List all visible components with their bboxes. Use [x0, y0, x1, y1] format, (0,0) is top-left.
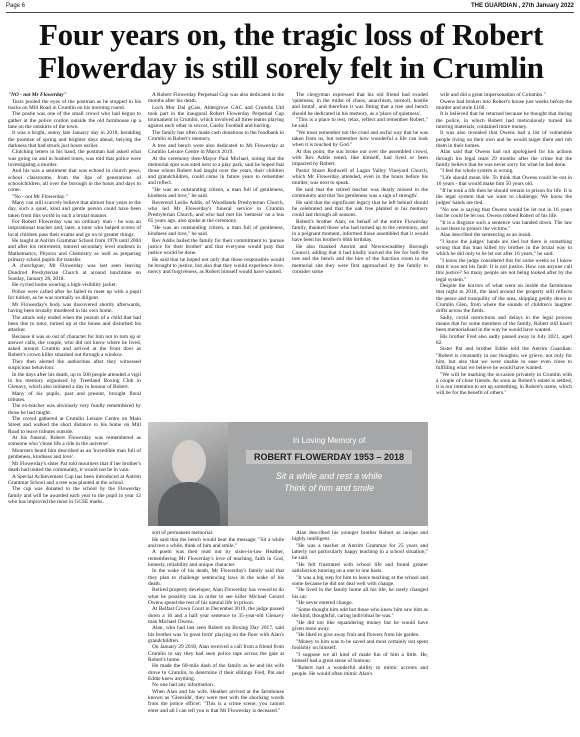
article-paragraph: "He felt frustrated with school life and found greater satisfaction tutoring on a one to one basis. [292, 561, 428, 574]
article-paragraph: For Robert Flowerday was no ordinary man - he was an inspirational teacher and, later, a tutor who helped scores of local children pass their exams and go on to greater things. [8, 219, 141, 238]
article-paragraph: The family has often made cash donations to the foodbank in Crumlin in Robert's memory. [148, 130, 284, 143]
article-paragraph: "Money to him was to be saved and most certainly not spent foolishly on himself. [292, 638, 428, 652]
article-paragraph: Alan described the sentencing as an insult. [440, 232, 532, 239]
article-paragraph: A churchgoer, Mr Flowerday was last seen leaving Dundrod Presbyterian Church at around lunchtime on Sunday, January 28, 2018. [8, 263, 141, 282]
article-paragraph: "He was an outstanding citizen, a man full of gentleness, kindness and love," he said. [148, 225, 284, 238]
article-paragraph: "He was a teacher at Antrim Grammar for 25 years and latterly not particularly happy teaching in a school situation," he said. [292, 542, 428, 562]
article-paragraph: "I know the judge considered this for some weeks so I know that it was not his fault. It is not justice. How can anyone call this justice? So many people are not being looked after by the legal system." [436, 257, 572, 283]
article-paragraph: wife and did a great impersonation of Columbo." [440, 92, 546, 98]
article-paragraph: At the ceremony then-Mayor Paul Michael, noting that the memorial spot was sited next to a play park, said he hoped that those whom Robert had taught over the years, their children and grandchildren, could come in future years to remember and reflect. [148, 155, 284, 187]
article-paragraph: "I know the judges' hands are tied but there is something wrong that this man killed my brother in the brutal way in which he did only to be let out after 16 years," he said. [436, 238, 572, 258]
memorial-name: ROBERT FLOWERDAY 1953 – 2018 [246, 450, 412, 464]
article-paragraph: The ex-teacher was obviously very fondly remembered by those he had taught. [8, 403, 141, 416]
article-paragraph: "We will be marking the occasion privately in Crumlin with a couple of close friends. As soon as Robert's estate is settled, it is our intention to set up something, in Robert's name, which will be for the benefit of others." [436, 371, 572, 397]
article-paragraph: sort of permanent memorial. [152, 530, 214, 536]
article-paragraph: "Some thought him odd but those who knew him saw him as the kind, thoughtful, caring individual he was." [292, 606, 428, 619]
article-paragraph: The crowd gathered at Crumlin Leisure Centre on Main Street and walked the short distance to his home on Mill Road to leave tributes outside. [8, 416, 141, 435]
article-paragraph: Many can still scarcely believe that almost four years to the day, such a quiet, kind and gentle person could have been taken from this world in such a brutal manner. [8, 200, 141, 219]
article-paragraph: Sadly, covid restrictions and delays in the legal process means that for some members of the family, Robert still hasn't been memorialised in the way he would have wanted. [436, 314, 572, 333]
article-paragraph: "He did not like squandering money but he would have given more away. [292, 619, 428, 632]
column-3-lower-paragraphs [292, 530, 428, 677]
article-paragraph: He said that the bench would bear the message: "Sit a while and rest a while, think of him and smile." [148, 536, 284, 549]
article-paragraph: Retired property developer, Alan Flowerday has vowed to do what he possibly can in order to see killer Michael Gerard Owens spend the rest of his natural life in prison. [148, 587, 284, 606]
article-paragraph: He taught at Antrim Grammar School from 1978 until 2004 and after his retirement, tutored secondary level students in Mathematics, Physics and Chemistry as well as preparing primary school pupils for transfer. [8, 238, 141, 263]
article-paragraph: Alan said that Owens had not apologised for his actions through his legal team 29 months after the crime but the family believe that he was never sorry for what he had done. [436, 149, 572, 168]
article-paragraph: "He was an outstanding citizen, a man full of gentleness, kindness and love," he said. [148, 187, 284, 200]
article-paragraph: Tears pooled the eyes of the postman as he stopped in his tracks on Mill Road in Crumlin on his morning round. [8, 98, 141, 111]
subheading: "NO - not Mr Flowerday" [8, 92, 67, 98]
article-paragraph: At this point, the sun broke out over the assembled crowd, with Rev Addis noted, like himself, had lived or been impacted by Robert. [292, 149, 428, 168]
article-column-4 [436, 92, 572, 730]
article-paragraph: Many of his pupils, past and present, brought floral tributes. [8, 390, 141, 403]
article-paragraph: It was a bright, sunny late January day in 2018, heralding the promise of spring and brighter days ahead, belying the darkness that had struck just hours earlier. [8, 130, 141, 149]
article-paragraph: "He lived in the family home all his life, he rarely changed his car. [292, 587, 428, 600]
article-headline: Four years on, the tragic loss of Robert Flowerday is still sorely felt in Crumlin [38, 17, 544, 85]
article-column-3-lower [292, 530, 428, 730]
article-paragraph: Mr Flowerday's body was discovered shortly afterwards, having been brutally murdered in his own home. [8, 301, 141, 314]
article-paragraph: Clutching letters in his hand, the postman had asked what was going on and in hushed tones, was told that police were investigating a murder. [8, 149, 141, 168]
article-paragraph: No one had any information. [152, 682, 215, 689]
page-header [6, 2, 574, 13]
article-paragraph: He said that the retired teacher was dearly missed in the community and that 'his gentleness was a sign of strength'. [292, 187, 428, 200]
memorial-intro: In Loving Memory of [292, 436, 366, 445]
article-paragraph: A poem was then read out by sister-in-law Heather, remembering Mr Flowerday's love of teaching, faith in God, honesty, reliability and unique character. [148, 549, 284, 568]
article-paragraph: "Life should mean life. To think that Owens could be out in 16 years - that would make him 50 years old. [436, 174, 572, 188]
article-paragraph: "No one is saying that Owens would be let out in 16 years but he could be let out. Owens robbed Robert of his life. [436, 206, 572, 219]
article-paragraph: "This is a place to rest, relax, reflect and remember Robert," he said. [292, 117, 428, 130]
article-paragraph: His brother Fred also sadly passed away in July 2021, aged 82. [436, 333, 572, 346]
article-paragraph: "It was a big step for him to leave teaching at the school and some because he did not deal well with change. [292, 574, 428, 587]
column-4-paragraphs [436, 92, 572, 396]
article-paragraph: It is believed that he returned because he thought that during the police, in which Robert had meticulously turned his tutoring materials, contained more money. [436, 111, 572, 130]
article-paragraph: "If he took a life then he should remain in prison for life. It is the legal system that we want to challenge. We know the judges' hands are tied. [436, 187, 572, 207]
page-number: Page 6 [6, 3, 26, 9]
article-paragraph: Alan, who had last seen Robert on Boxing Day 2017, said his brother was 'in great form' playing on the floor with Alan's grandchildren. [148, 625, 284, 644]
article-paragraph: "I feel the whole system is wrong. [440, 168, 514, 175]
article-paragraph: At his funeral, Robert Flowerday was remembered as someone who 'chose life a ride in the universe'. [8, 435, 141, 448]
article-paragraph: When Alan and his wife, Heather arrived at the farmhouse known as 'Glenside', they were met with the shocking words from the police officer: "This is a crime scene, you cannot enter and all I can tell you is that Mr Flowerday is deceased." [148, 688, 284, 714]
article-paragraph: Alan described his younger brother Robert as unique and highly intelligent. [292, 530, 428, 543]
article-paragraph: The cup was donated to the school by the Flowerday family and will be awarded each year to the pupil in year 12 who has improved the most in GCSE maths. [8, 486, 141, 505]
article-paragraph: "I suppose we all kind of made fun of him a little. He, himself had a great sense of humour. [292, 651, 428, 664]
memorial-quote-line-2: Think of him and smile [283, 483, 375, 493]
article-paragraph: It was also revealed that Owens had a list of vulnerable people living on their own and he would target them and rob them in their homes. [436, 130, 572, 149]
memorial-quote-line-1: Sit a while and rest a while [275, 471, 383, 481]
article-paragraph: A Robert Flowerday Perpetual Cup was also dedicated in the months after his death. [148, 92, 284, 105]
article-paragraph: He said that he hoped not only that those responsible would be brought to justice, but also that they would experience love, mercy and forgiveness, as Robert himself would have wanted. [148, 256, 284, 276]
article-paragraph: Mourners heard him described as an 'incredible man full of gentleness, kindness and love'. [8, 447, 141, 461]
article-paragraph: "It is a disgrace such a sentence was handed down. The law is not there to protect the victims." [436, 219, 572, 232]
article-paragraph: "He liked to give away fruit and flowers from his garden. [296, 632, 420, 639]
article-paragraph: In the wake of his death, Mr Flowerday's family said that they plan to challenge sentencing laws in the wake of his death. [148, 568, 284, 587]
column-2-lower-paragraphs [148, 530, 284, 714]
article-paragraph: Sister Pat and brother Eddie told the Antrim Guardian: "Robert is constantly in our thoughts; we grieve, not only for him, but also that we were unable to ease even close to fulfilling what we believe he would have wanted. [436, 346, 572, 371]
memorial-text [230, 422, 428, 526]
article-paragraph: "He never entered change. [296, 600, 353, 607]
portrait-body [158, 482, 220, 526]
article-paragraph: The clergyman expressed that his old friend had exuded 'quietness, in the midst of chaos, anarchism, turmoil, hostile and brutal', and therefore it was fitting that a tree and bench should be dedicated in his memory, as a 'place of quietness'. [292, 92, 428, 117]
article-paragraph: Despite the horrors of what went on inside the farmhouse that night in 2018, the land around the property still reflects the peace and tranquility of the area, skipping gently down to Crumlin Glen, from where the sounds of children's laughter drifts across the fields. [436, 283, 572, 314]
article-paragraph: Because it was so out of character for him not to turn up or answer calls, the couple, who did not know where he lived, asked around Crumlin and arrived at the front door as Robert's crown killer smashed out through a window. [8, 333, 141, 359]
portrait-face [172, 440, 206, 484]
article-paragraph: The attack only ended when the pursuit of a child that had been due to tutor, turned up at the house and disturbed his attacker. [8, 314, 141, 333]
article-paragraph: "No - not Mr Flowerday." [12, 193, 68, 200]
article-paragraph: They then alerted the authorities after they witnessed suspicious behaviour. [8, 358, 141, 371]
article-paragraph: A Special Achievement Cup has been introduced at Antrim Grammar School and a tree was planted at the school. [8, 473, 141, 486]
article-paragraph: "Robert had a wonderful ability to mimic accents and people. He would often mimic Alan's [292, 664, 428, 677]
article-paragraph: Police were called after he failed to meet up with a pupil for tuition, as he was normally so diligent. [8, 288, 141, 302]
article-paragraph: He made the 60-mile dash of the family as he and his wife drove to Crumlin, to determine if their siblings Fred, Pat and Eddie knew anything. [148, 663, 284, 682]
article-paragraph: Loch Mor Dal gCais, Aldergrove GAC and Crumlin Utd took part in the inaugural Robert Flowerday Perpetual Cup tournament in Crumlin, which involved all three teams playing against each other in soccer, Gaelic Football and hurling. [148, 104, 284, 130]
memorial-quote [230, 470, 428, 494]
article-column-2-lower [148, 530, 284, 730]
article-paragraph: Mr Flowerday's sister Pat told mourners that if her brother's death had united the community, it would not be in vain. [8, 460, 141, 473]
column-2-paragraphs [148, 92, 284, 275]
article-paragraph: And his was a sentiment that was echoed in church pews, school classrooms, from the lips of generations of schoolchildren, all over the borough in the hours and days to come. [8, 168, 141, 193]
article-paragraph: On January 29 2018, Alan received a call from a friend from Crumlin to say they had seen police tape across the gate at Robert's home. [148, 644, 284, 663]
article-paragraph: In the days after his death, up to 500 people attended a vigil in his memory organised by Treetland Boxing Club in Glenavy, which also initiated a day in honour of Robert. [8, 371, 141, 390]
article-paragraph: He cycled home wearing a high-visibility jacket. [12, 282, 117, 289]
column-1-paragraphs [8, 99, 141, 505]
article-paragraph: Robert's brother Alan, on behalf of the entire Flowerday family, thanked those who had turned up to the ceremony, and in a poignant moment, informed those assembled that it would have been his brother's 66th birthday. [292, 218, 428, 244]
article-paragraph: He said that the significant legacy that he left behind should be celebrated and that the oak tree planted in his memory could last through all seasons. [292, 199, 428, 219]
column-3-paragraphs [292, 92, 428, 275]
memorial-photo-panel [148, 422, 428, 526]
article-column-1 [8, 92, 141, 730]
article-paragraph: A tree and bench were also dedicated to Mr Flowerday at Crumlin Leisure Centre in March 2019. [148, 142, 284, 155]
publication-date: THE GUARDIAN , 27th January 2022 [470, 3, 574, 9]
article-paragraph: "We must remember not the cruel and awful way that he was taken from us, but remember how wonderful a life can look when it is touched by God." [292, 130, 428, 149]
article-paragraph: The postie was one of the small crowd who had begun to gather at the police cordon outside the old farmhouse up a lane on the outskirts of the town. [8, 111, 141, 130]
article-paragraph: Reverend Leslie Addis, of Woodlands Presbyterian Church, who led Mr Flowerday's funeral service in Crumlin Presbyterian Church, and who had met his 'nemesis' on a bus 65 years ago, also spoke at the ceremony. [148, 199, 284, 225]
article-paragraph: Pastor Stuart Rothwell of Lagan Valley Vineyard Church, which Mr Flowerday attended, even in the hours before his murder, was next to speak. [292, 168, 428, 187]
portrait-photo [148, 422, 228, 526]
article-paragraph: Rev Addis hailed the family for their commitment to 'pursue justice for their brother' and that everyone would pray that justice would be done. [148, 237, 284, 257]
article-paragraph: He also thanked Antrim and Newtownabbey Borough Council, adding that it had kindly waived the fee for both the tree and the bench and the hire of the function room in the memorial site they were first approached by the family to consider some [292, 244, 428, 275]
article-paragraph: At Belfast Crown Court in December 2019, the judge passed down a 16 and a half year sentence to 35-year-old Glenavy man Michael Owens. [148, 606, 284, 625]
article-paragraph: Owens had broken into Robert's house just weeks before the murder and stole £100. [436, 98, 572, 111]
